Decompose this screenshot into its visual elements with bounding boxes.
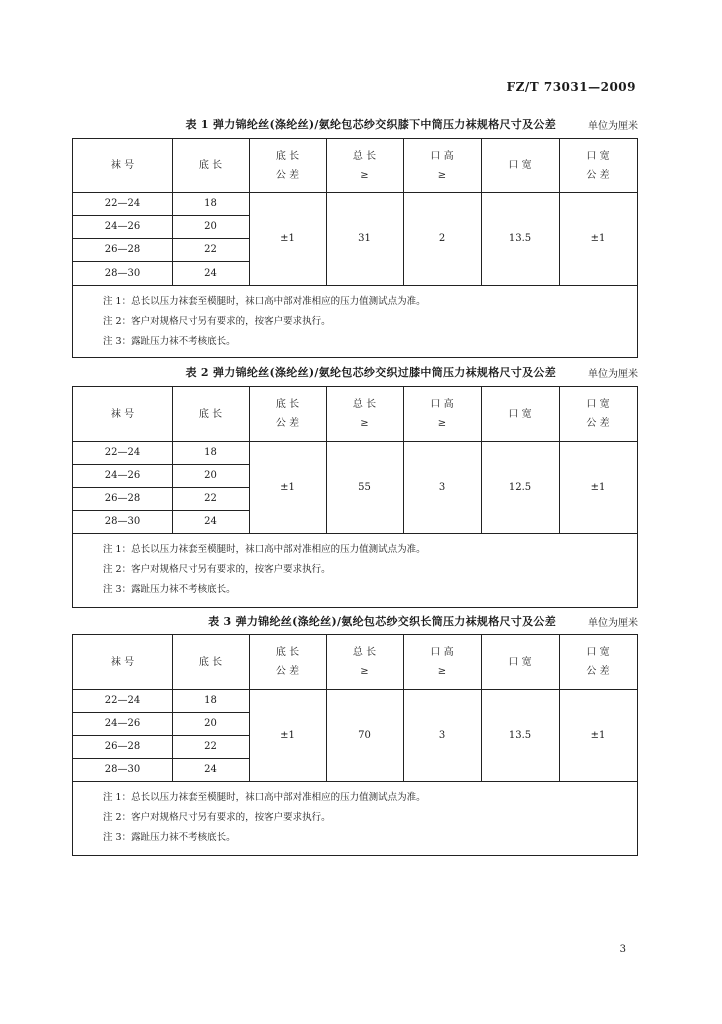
- cell-size: 28—30: [104, 267, 141, 279]
- table-1: [72, 138, 638, 358]
- header-size: 袜 号: [110, 656, 135, 668]
- header-line: 公 差: [586, 418, 610, 429]
- cell-cuff-height: 2: [438, 233, 446, 244]
- header-total-length: [326, 635, 403, 689]
- cell-foot-length: 20: [204, 221, 217, 232]
- cell-foot-length: 20: [204, 718, 217, 729]
- cell-foot-tolerance: ±1: [280, 481, 295, 493]
- header-line: 总 长: [352, 399, 377, 410]
- cell-foot-tolerance: ±1: [280, 729, 295, 741]
- header-line: 公 差: [275, 169, 300, 181]
- table-notes: [73, 782, 637, 848]
- table-title: 表 2 弹力锦纶丝(涤纶丝)/氨纶包芯纱交织过膝中筒压力袜规格尺寸及公差: [185, 366, 556, 379]
- note: 注 3：露趾压力袜不考核底长。: [103, 336, 236, 347]
- header-line: 底 长: [275, 399, 300, 410]
- cell-cuff-width: 13.5: [508, 233, 532, 244]
- header-line: 底 长: [275, 150, 300, 162]
- header-line: 口 宽: [586, 399, 610, 410]
- cell-size: 28—30: [104, 764, 141, 775]
- table-3: [72, 634, 638, 856]
- cell-foot-length: 24: [204, 516, 217, 527]
- cell-size: 26—28: [104, 741, 141, 752]
- note: 注 2：客户对规格尺寸另有要求的，按客户要求执行。: [103, 812, 331, 823]
- header-line: 底 长: [275, 647, 300, 658]
- header-cuff-height: [403, 635, 481, 689]
- cell-size: 22—24: [104, 447, 141, 458]
- header-line: 口 宽: [586, 150, 610, 162]
- table-1-caption: [72, 116, 638, 134]
- cell-size: 22—24: [104, 198, 141, 209]
- header-line: ≥: [437, 666, 447, 677]
- header-line: 口 宽: [586, 647, 610, 658]
- table-2: [72, 386, 638, 608]
- header-line: 总 长: [352, 647, 377, 658]
- note: 注 2：客户对规格尺寸另有要求的，按客户要求执行。: [103, 316, 331, 327]
- table-notes: [73, 534, 637, 600]
- cell-foot-length: 24: [204, 764, 217, 775]
- header-foot-length: 底 长: [198, 408, 223, 420]
- header-cuff-width: 口 宽: [508, 408, 532, 420]
- cell-size: 28—30: [104, 516, 141, 527]
- header-cuff-width-tolerance: [559, 387, 637, 441]
- header-line: 口 高: [430, 647, 454, 658]
- cell-cuff-width-tolerance: ±1: [590, 481, 606, 493]
- cell-cuff-height: 3: [438, 481, 446, 493]
- note: 注 3：露趾压力袜不考核底长。: [103, 832, 236, 843]
- cell-total-length: 55: [358, 481, 371, 493]
- cell-size: 24—26: [104, 470, 141, 481]
- cell-cuff-height: 3: [438, 729, 446, 741]
- header-foot-length: 底 长: [198, 656, 223, 668]
- cell-foot-tolerance: ±1: [280, 233, 295, 244]
- header-cuff-width-tolerance: [559, 635, 637, 689]
- cell-foot-length: 22: [204, 493, 217, 504]
- header-cuff-height: [403, 139, 481, 192]
- table-unit: 单位为厘米: [588, 618, 638, 629]
- cell-size: 24—26: [104, 221, 141, 232]
- header-line: 口 高: [430, 399, 454, 410]
- note: 注 1：总长以压力袜套至模腿时，袜口高中部对准相应的压力值测试点为准。: [103, 544, 426, 555]
- table-2-caption: [72, 364, 638, 382]
- header-total-length: [326, 139, 403, 192]
- standard-code: FZ/T 73031—2009: [506, 80, 636, 94]
- table-unit: 单位为厘米: [588, 121, 638, 132]
- header-size: 袜 号: [110, 408, 135, 420]
- cell-foot-length: 18: [204, 695, 217, 706]
- cell-foot-length: 20: [204, 470, 217, 481]
- cell-foot-length: 22: [204, 741, 217, 752]
- cell-cuff-width-tolerance: ±1: [590, 233, 606, 244]
- cell-total-length: 70: [358, 729, 371, 741]
- cell-size: 26—28: [104, 244, 141, 255]
- note: 注 1：总长以压力袜套至模腿时，袜口高中部对准相应的压力值测试点为准。: [103, 296, 426, 307]
- cell-foot-length: 22: [204, 244, 217, 255]
- note: 注 1：总长以压力袜套至模腿时，袜口高中部对准相应的压力值测试点为准。: [103, 792, 426, 803]
- header-cuff-height: [403, 387, 481, 441]
- cell-cuff-width: 13.5: [508, 729, 532, 741]
- header-total-length: [326, 387, 403, 441]
- note: 注 3：露趾压力袜不考核底长。: [103, 584, 236, 595]
- header-line: ≥: [360, 418, 369, 429]
- header-foot-length: 底 长: [198, 160, 223, 171]
- header-line: ≥: [437, 169, 447, 181]
- header-line: 公 差: [275, 418, 300, 429]
- cell-cuff-width-tolerance: ±1: [590, 729, 606, 741]
- cell-size: 24—26: [104, 718, 141, 729]
- cell-foot-length: 24: [204, 267, 217, 279]
- table-3-caption: [72, 613, 638, 631]
- header-foot-tolerance: [249, 387, 326, 441]
- cell-size: 22—24: [104, 695, 141, 706]
- header-line: ≥: [360, 666, 369, 677]
- table-unit: 单位为厘米: [588, 369, 638, 380]
- cell-foot-length: 18: [204, 447, 217, 458]
- header-line: 公 差: [275, 666, 300, 677]
- header-line: 公 差: [586, 666, 610, 677]
- cell-cuff-width: 12.5: [508, 481, 532, 493]
- header-cuff-width-tolerance: [559, 139, 637, 192]
- header-line: 总 长: [352, 150, 377, 162]
- table-notes: [73, 286, 637, 352]
- header-size: 袜 号: [110, 160, 135, 171]
- cell-foot-length: 18: [204, 198, 217, 209]
- header-line: ≥: [437, 418, 447, 429]
- page-number: 3: [619, 944, 626, 955]
- cell-size: 26—28: [104, 493, 141, 504]
- header-line: 公 差: [586, 169, 610, 181]
- header-foot-tolerance: [249, 139, 326, 192]
- note: 注 2：客户对规格尺寸另有要求的，按客户要求执行。: [103, 564, 331, 575]
- table-title: 表 1 弹力锦纶丝(涤纶丝)/氨纶包芯纱交织膝下中筒压力袜规格尺寸及公差: [185, 118, 556, 131]
- header-line: ≥: [360, 169, 369, 181]
- header-cuff-width: 口 宽: [508, 656, 532, 668]
- cell-total-length: 31: [358, 233, 371, 244]
- header-line: 口 高: [430, 150, 454, 162]
- header-cuff-width: 口 宽: [508, 160, 532, 171]
- header-foot-tolerance: [249, 635, 326, 689]
- table-title: 表 3 弹力锦纶丝(涤纶丝)/氨纶包芯纱交织长筒压力袜规格尺寸及公差: [208, 615, 556, 628]
